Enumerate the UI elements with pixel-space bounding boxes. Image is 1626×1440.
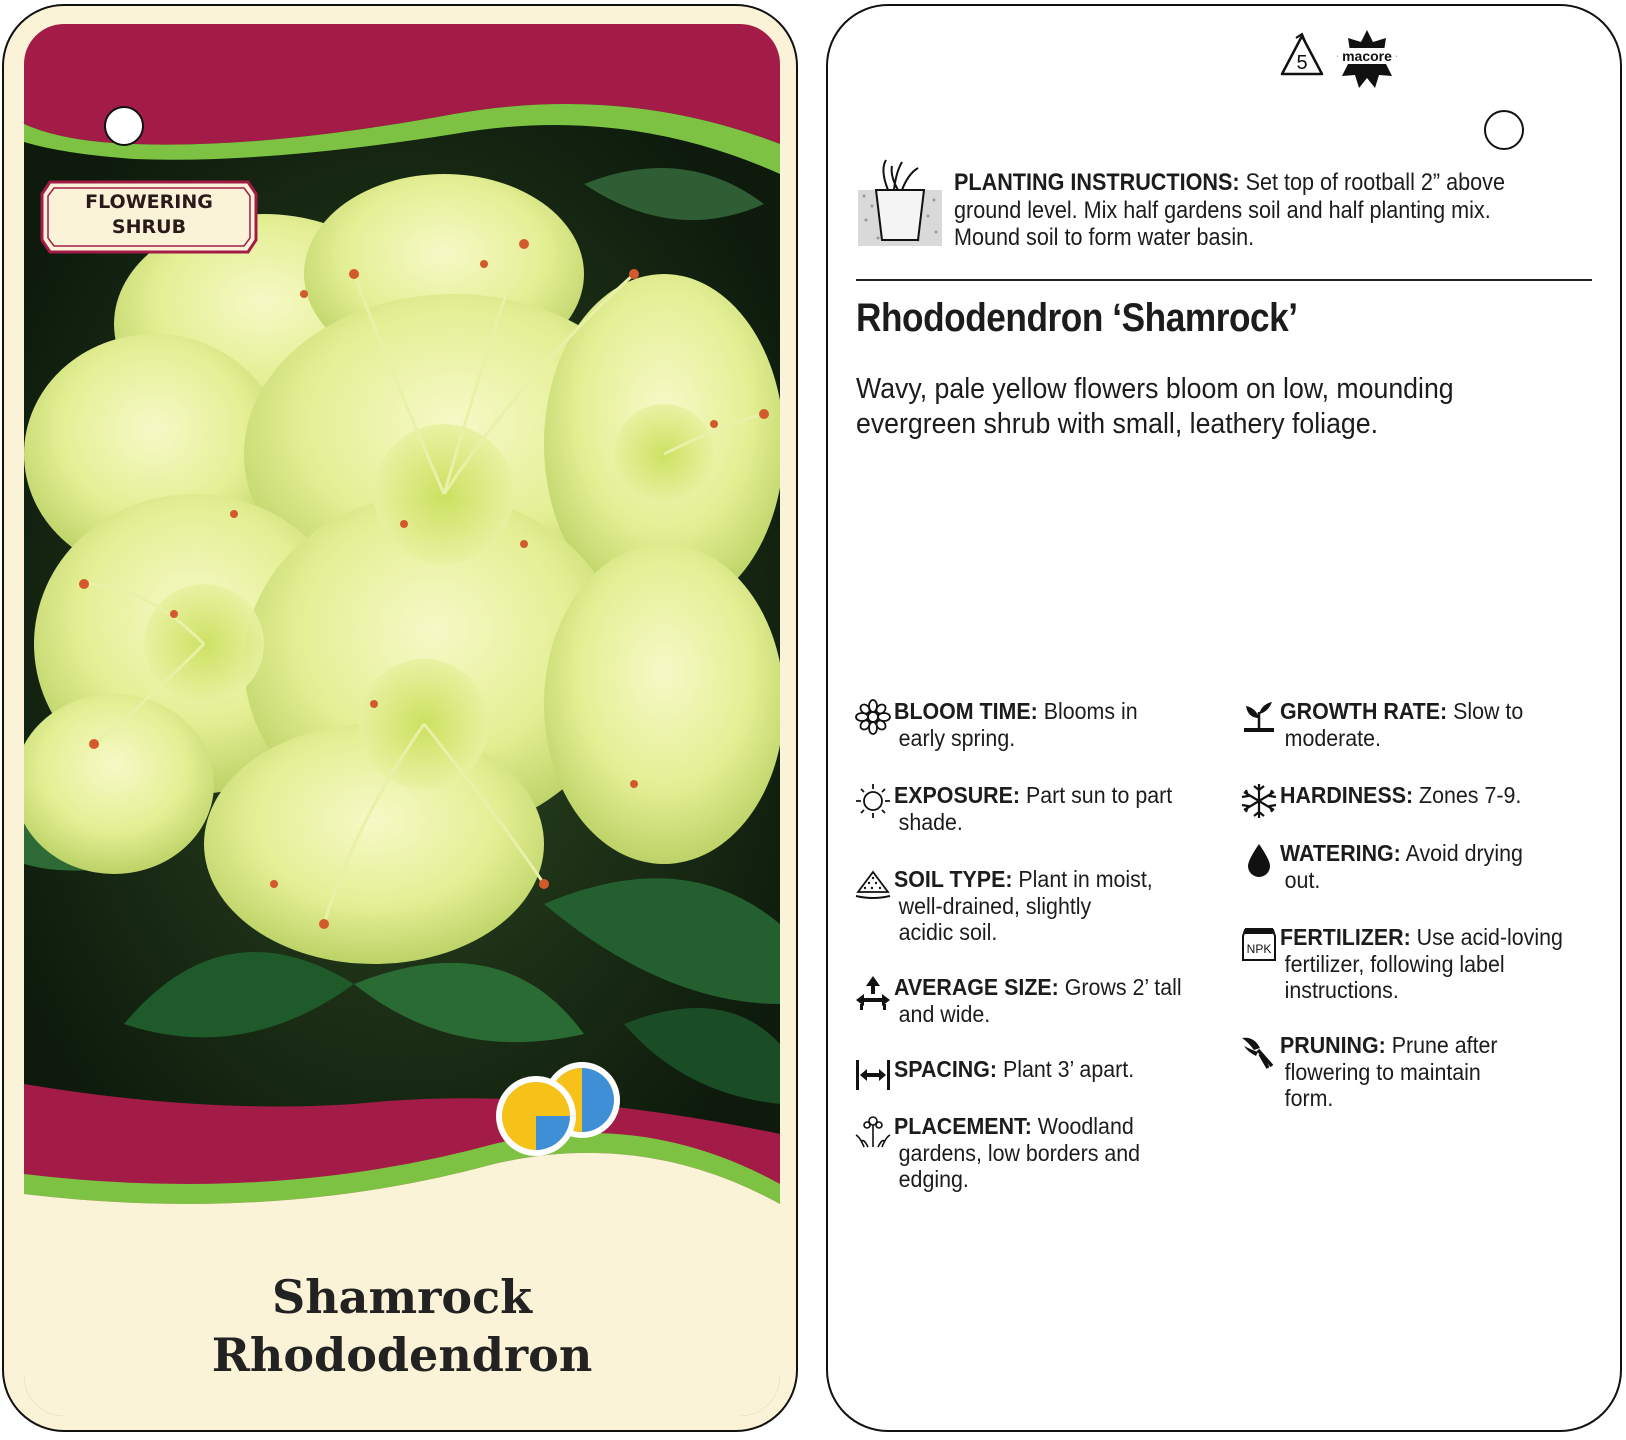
growth-rate-value: Slow to	[1447, 698, 1524, 724]
spacing-icon	[854, 1056, 892, 1094]
bloom-time-value-cont: early spring.	[898, 724, 1016, 751]
pruning-icon	[1240, 1032, 1278, 1070]
soil-type-label: SOIL TYPE:	[894, 866, 1013, 892]
pruning-value-cont-2: form.	[1284, 1085, 1334, 1111]
water-drop-icon	[1240, 840, 1278, 878]
full-sun-icon	[496, 1076, 576, 1156]
planting-line-3: Mound soil to form water basin.	[954, 224, 1255, 251]
planting-label: PLANTING INSTRUCTIONS:	[954, 169, 1240, 196]
spacing-label: SPACING:	[894, 1056, 997, 1082]
exposure-value: Part sun to part	[1020, 782, 1173, 808]
flowering-shrub-badge	[38, 178, 260, 256]
exposure-value-cont: shade.	[898, 808, 963, 835]
placement-icon	[854, 1113, 892, 1151]
watering-value: Avoid drying	[1400, 840, 1523, 866]
watering-label: WATERING:	[1280, 840, 1401, 866]
average-size-label: AVERAGE SIZE:	[894, 974, 1059, 1000]
growth-icon	[1240, 698, 1278, 736]
placement-label: PLACEMENT:	[894, 1113, 1032, 1139]
hardiness-label: HARDINESS:	[1280, 782, 1414, 808]
back-tag	[826, 4, 1622, 1432]
watering-value-cont: out.	[1284, 866, 1321, 893]
description-line-1: Wavy, pale yellow flowers bloom on low, mounding	[856, 373, 1454, 405]
description-line-2: evergreen shrub with small, leathery foliage.	[856, 408, 1379, 440]
exposure-label: EXPOSURE:	[894, 782, 1021, 808]
planting-instructions	[954, 169, 1530, 252]
macore-label: macore	[1342, 48, 1392, 64]
bloom-time-label: BLOOM TIME:	[894, 698, 1038, 724]
growth-rate-value-cont: moderate.	[1284, 724, 1381, 751]
placement-value: Woodland	[1031, 1113, 1134, 1139]
hardiness-value: Zones 7-9.	[1413, 782, 1522, 808]
planting-line-2: ground level. Mix half gardens soil and half planting mix.	[954, 196, 1491, 224]
sun-exposure-icons	[478, 1050, 638, 1160]
plant-description	[856, 372, 1555, 442]
macore-logo	[1334, 28, 1400, 90]
plant-common-name	[4, 1268, 798, 1384]
fertilizer-label: FERTILIZER:	[1280, 924, 1411, 950]
placement-value-cont-2: edging.	[898, 1166, 969, 1192]
front-tag	[2, 4, 798, 1432]
badge-line-1: FLOWERING	[85, 191, 213, 213]
snowflake-icon	[1240, 782, 1278, 820]
soil-type-value-cont-1: well-drained, slightly	[898, 892, 1092, 919]
soil-type-value: Plant in moist,	[1012, 866, 1153, 892]
spacing-value: Plant 3’ apart.	[996, 1056, 1135, 1082]
hang-hole	[1484, 110, 1524, 150]
flower-cluster	[24, 174, 780, 964]
placement-value-cont-1: gardens, low borders and	[898, 1139, 1141, 1166]
plant-title: Rhododendron ‘Shamrock’	[856, 296, 1298, 340]
recycle-number: 5	[1296, 52, 1308, 74]
badge-line-2: SHRUB	[111, 216, 187, 238]
recycle-icon	[1276, 32, 1328, 84]
planting-pot-icon	[858, 156, 942, 252]
soil-type-value-cont-2: acidic soil.	[898, 919, 998, 945]
size-icon	[854, 974, 892, 1012]
common-name-line-2: Rhododendron	[211, 1328, 593, 1382]
average-size-value-cont: and wide.	[898, 1000, 991, 1027]
pruning-value: Prune after	[1385, 1032, 1498, 1058]
growth-rate-label: GROWTH RATE:	[1280, 698, 1448, 724]
planting-line-1: Set top of rootball 2” above	[1239, 169, 1505, 196]
fertilizer-value-cont-1: fertilizer, following label	[1284, 950, 1505, 977]
divider	[856, 279, 1592, 281]
svg-text:NPK: NPK	[1246, 942, 1272, 956]
average-size-value: Grows 2’ tall	[1058, 974, 1182, 1000]
bloom-time-value: Blooms in	[1037, 698, 1138, 724]
soil-icon	[854, 866, 892, 904]
pruning-label: PRUNING:	[1280, 1032, 1386, 1058]
fertilizer-value-cont-2: instructions.	[1284, 977, 1399, 1003]
fertilizer-value: Use acid-loving	[1410, 924, 1563, 950]
common-name-line-1: Shamrock	[272, 1270, 532, 1324]
flower-icon	[854, 698, 892, 736]
sun-icon	[854, 782, 892, 820]
fertilizer-icon	[1240, 924, 1278, 962]
hang-hole	[104, 106, 144, 146]
pruning-value-cont-1: flowering to maintain	[1284, 1058, 1481, 1085]
